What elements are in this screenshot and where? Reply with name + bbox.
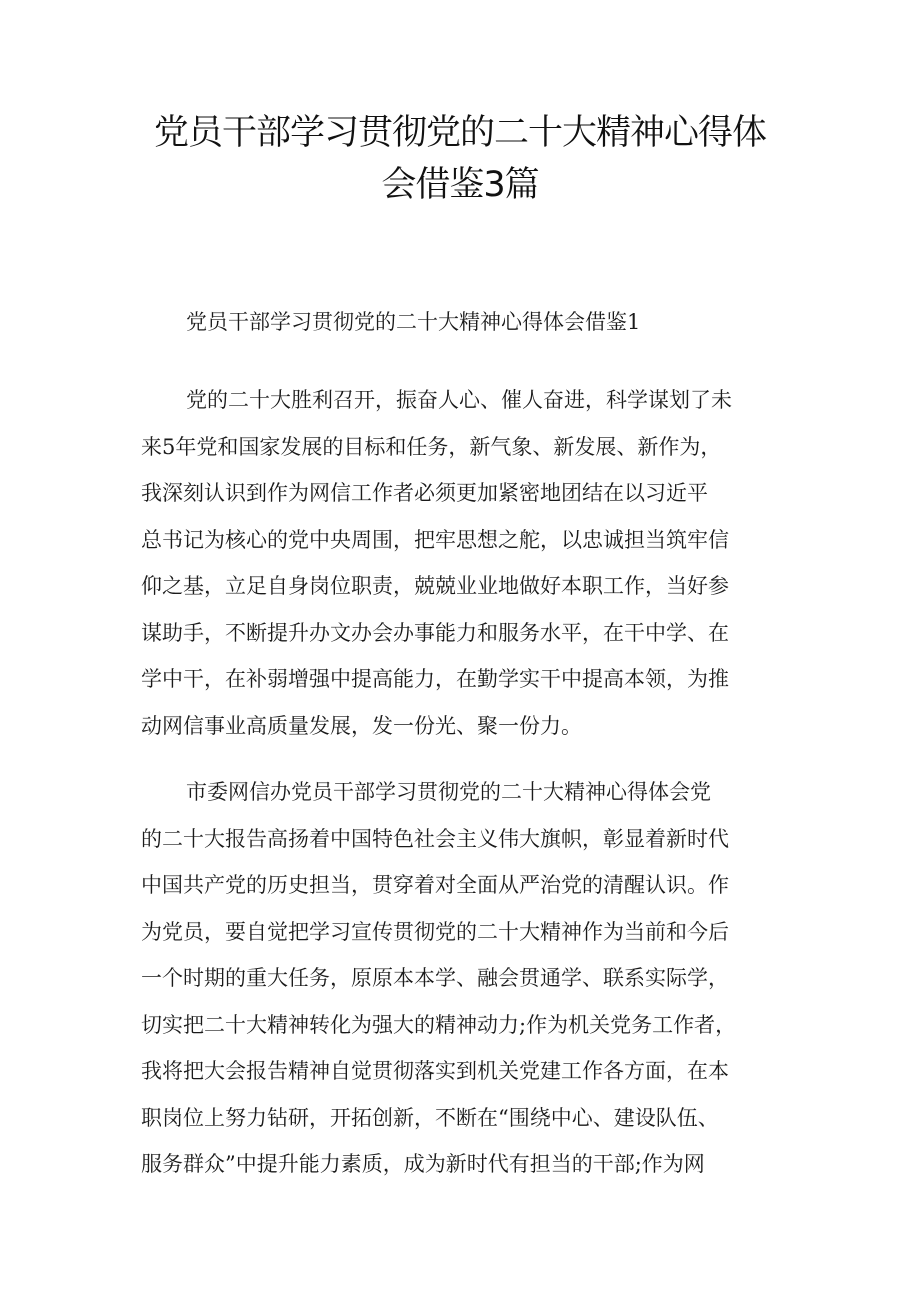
paragraph-line: 我将把大会报告精神自觉贯彻落实到机关党建工作各方面，在本	[141, 1059, 729, 1083]
paragraph-line: 党的二十大胜利召开，振奋人心、催人奋进，科学谋划了未	[186, 388, 732, 412]
paragraph-line: 服务群众”中提升能力素质，成为新时代有担当的干部;作为网	[141, 1152, 705, 1176]
paragraph-line: 学中干，在补弱增强中提高能力，在勤学实干中提高本领，为推	[141, 667, 729, 691]
paragraph-line: 谋助手，不断提升办文办会办事能力和服务水平，在干中学、在	[141, 620, 729, 645]
paragraph-line: 为党员，要自觉把学习宣传贯彻党的二十大精神作为当前和今后	[141, 919, 729, 944]
section-heading: 党员干部学习贯彻党的二十大精神心得体会借鉴1	[186, 310, 641, 334]
paragraph-line: 职岗位上努力钻研，开拓创新，不断在“围绕中心、建设队伍、	[141, 1105, 719, 1130]
paragraph-line: 总书记为核心的党中央周围，把牢思想之舵，以忠诚担当筑牢信	[141, 527, 729, 552]
paragraph-line: 的二十大报告高扬着中国特色社会主义伟大旗帜，彰显着新时代	[141, 826, 729, 851]
paragraph-line: 来5年党和国家发展的目标和任务，新气象、新发展、新作为，	[141, 434, 722, 459]
document-title-line-2: 会借鉴3篇	[381, 165, 539, 205]
paragraph-line: 仰之基，立足自身岗位职责，兢兢业业地做好本职工作，当好参	[141, 574, 729, 598]
paragraph-line: 一个时期的重大任务，原原本本学、融会贯通学、联系实际学，	[141, 966, 729, 990]
paragraph-line: 我深刻认识到作为网信工作者必须更加紧密地团结在以习近平	[141, 481, 708, 505]
paragraph-line: 切实把二十大精神转化为强大的精神动力;作为机关党务工作者，	[141, 1012, 737, 1037]
paragraph-line: 中国共产党的历史担当，贯穿着对全面从严治党的清醒认识。作	[141, 873, 729, 897]
document-title-line-1: 党员干部学习贯彻党的二十大精神心得体	[153, 113, 766, 153]
paragraph-1	[141, 377, 791, 749]
paragraph-line: 动网信事业高质量发展，发一份光、聚一份力。	[141, 713, 582, 738]
paragraph-2	[141, 769, 791, 1188]
paragraph-line: 市委网信办党员干部学习贯彻党的二十大精神心得体会党	[186, 780, 711, 804]
